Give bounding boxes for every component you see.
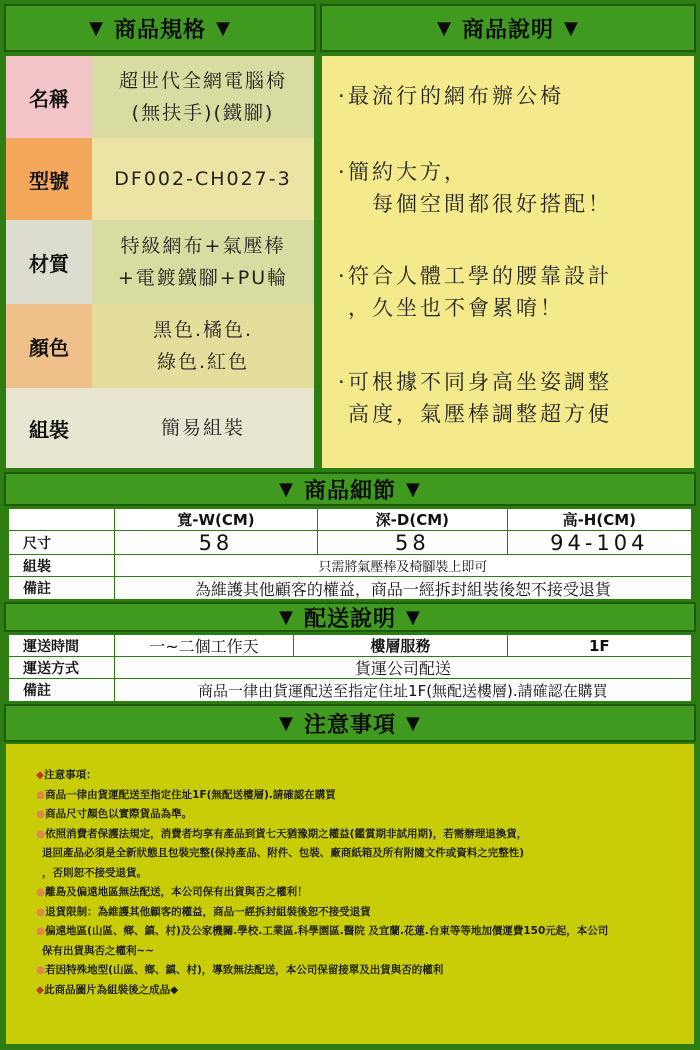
notice-text: 離島及偏遠地區無法配送，本公司保有出貨與否之權利！ [45,886,308,898]
triangle-down-icon: ▼ [406,606,421,628]
circle-bullet-icon: ● [36,925,46,937]
notice-text: 保有出貨與否之權利~~ [42,944,155,957]
spec-value [92,220,314,304]
spec-value [92,388,314,468]
triangle-down-icon: ▼ [437,17,452,39]
spec-value-line: 簡易組裝 [160,417,245,439]
table-row [9,555,691,577]
assembly-value: 只需將氣壓棒及椅腳裝上即可 [318,560,488,575]
column-header: 深-D(CM) [318,509,507,530]
notice-text: 退貨限制：為維護其他顧客的權益，商品一經拆封組裝後恕不接受退貨 [45,905,371,918]
spec-table [4,54,316,470]
spec-header-title: 商品規格 [113,17,206,43]
row-label: 備註 [9,577,115,599]
spec-row-color [6,304,314,388]
notice-item [36,825,674,845]
circle-bullet-icon: ● [36,827,46,840]
notice-text: 商品一律由貨運配送至指定住址1F(無配送樓層).請確認在購買 [45,788,336,801]
desc-item [338,260,688,324]
notice-item [36,942,674,962]
notice-text: 退回產品必須是全新狀態且包裝完整(保持產品、附件、包裝、廠商紙箱及所有附隨文件或資料之完整性) [42,847,525,859]
spec-row-model [6,138,314,220]
spec-key: 組裝 [6,388,92,468]
shipping-time: 一~二個工作天 [115,635,294,656]
triangle-down-icon: ▼ [406,478,421,500]
row-label: 運送時間 [9,635,115,656]
triangle-down-icon: ▼ [564,17,579,39]
notice-text: 商品尺寸顏色以實際貨品為準。 [45,808,193,820]
row-label: 備註 [9,679,115,701]
table-cell [9,509,115,530]
column-header: 高-H(CM) [562,511,636,529]
spec-key: 名稱 [6,56,92,138]
notice-item [36,805,674,825]
table-row [9,509,691,531]
desc-line: 符合人體工學的腰靠設計 [348,264,612,288]
spec-value [92,138,314,220]
desc-header-title: 商品說明 [461,17,554,43]
triangle-down-icon: ▼ [89,17,104,39]
circle-bullet-icon: ● [36,788,46,801]
desc-line: ，久坐也不會累唷！ [348,296,564,320]
table-row [9,635,691,657]
table-row [9,531,691,555]
desc-panel [320,54,696,470]
notice-panel [4,742,696,1046]
detail-header-title: 商品細節 [303,478,396,504]
notice-header-title: 注意事項 [303,712,396,738]
detail-header [4,472,696,506]
spec-value-line: +電鍍鐵腳+PU輪 [117,267,289,289]
shipping-header [4,602,696,632]
circle-bullet-icon: ● [36,886,46,898]
notice-item [36,961,674,981]
spec-row-name [6,56,314,138]
row-label: 組裝 [9,555,115,576]
bullet-dot: · [338,264,348,288]
triangle-down-icon: ▼ [279,478,294,500]
spec-value-line: 綠色.紅色 [156,351,250,373]
notice-text: 依照消費者保護法規定，消費者均享有產品到貨七天猶豫期之權益(鑑賞期非試用期)，若需辦理退換貨， [45,827,528,840]
notice-item [36,922,674,942]
spec-row-assembly [6,388,314,468]
row-label: 運送方式 [9,657,115,678]
size-depth: 58 [318,531,507,554]
remark-value: 為維護其他顧客的權益，商品一經拆封組裝後恕不接受退貨 [194,579,611,599]
detail-table [8,508,692,600]
spec-key: 材質 [6,220,92,304]
notice-text: 偏遠地區(山區、鄉、鎮、村)及公家機關.學校.工業區.科學園區.醫院 及宜蘭.花蓮.台東等等地加價運費150元起，本公司 [45,925,609,937]
desc-line: 最流行的網布辦公椅 [348,84,564,108]
notice-item [36,844,674,864]
triangle-down-icon: ▼ [216,17,231,39]
bullet-dot: · [338,160,348,184]
desc-item [338,156,688,220]
shipping-table [8,634,692,702]
size-width: 58 [115,531,318,554]
triangle-down-icon: ▼ [279,606,294,628]
notice-text: 注意事項： [44,769,97,781]
shipping-remark: 商品一律由貨運配送至指定住址1F(無配送樓層).請確認在購買 [198,681,608,700]
notice-text: ，否則恕不接受退貨。 [42,866,147,879]
desc-line: 可根據不同身高坐姿調整 [348,370,612,394]
notice-item [36,786,674,806]
triangle-down-icon: ▼ [279,712,294,734]
spec-key: 顏色 [6,304,92,388]
notice-header [4,704,696,742]
table-row [9,657,691,679]
notice-item [36,766,674,786]
diamond-icon: ◆ [36,983,45,996]
circle-bullet-icon: ● [36,964,46,976]
row-label: 尺寸 [9,531,115,554]
size-height: 94-104 [550,530,649,555]
desc-header [320,4,696,52]
spec-value-line: DF002-CH027-3 [114,168,292,190]
desc-item [338,80,688,112]
triangle-down-icon: ▼ [406,712,421,734]
spec-value-line: 特級網布+氣壓棒 [120,235,286,257]
desc-line: 高度，氣壓棒調整超方便 [348,402,612,426]
shipping-header-title: 配送說明 [303,606,396,632]
spec-value-line: 超世代全網電腦椅 [118,70,287,92]
table-row [9,679,691,701]
circle-bullet-icon: ● [36,905,46,918]
notice-item [36,864,674,884]
spec-value [92,304,314,388]
notice-item [36,883,674,903]
floor-label: 樓層服務 [294,635,507,656]
spec-header [4,4,316,52]
bullet-dot: · [338,84,348,108]
floor-value: 1F [588,636,610,655]
desc-line: 簡約大方， [348,160,468,184]
spec-key: 型號 [6,138,92,220]
notice-item [36,903,674,923]
spec-value-line: 黑色.橘色. [152,319,254,341]
spec-value-line: (無扶手)(鐵腳) [131,102,275,124]
desc-item [338,366,688,430]
diamond-icon: ◆ [36,769,45,781]
notice-item [36,981,674,1001]
notice-text: 若因特殊地型(山區、鄉、鎮、村)，導致無法配送，本公司保留接單及出貨與否的權利 [45,964,444,976]
desc-line: 每個空間都很好搭配！ [372,192,612,216]
notice-text: 此商品圖片為組裝後之成品◆ [44,983,179,996]
spec-value [92,56,314,138]
spec-row-material [6,220,314,304]
circle-bullet-icon: ● [36,808,46,820]
bullet-dot: · [338,370,348,394]
column-header: 寬-W(CM) [115,509,318,530]
table-row [9,577,691,599]
shipping-method: 貨運公司配送 [354,659,451,678]
